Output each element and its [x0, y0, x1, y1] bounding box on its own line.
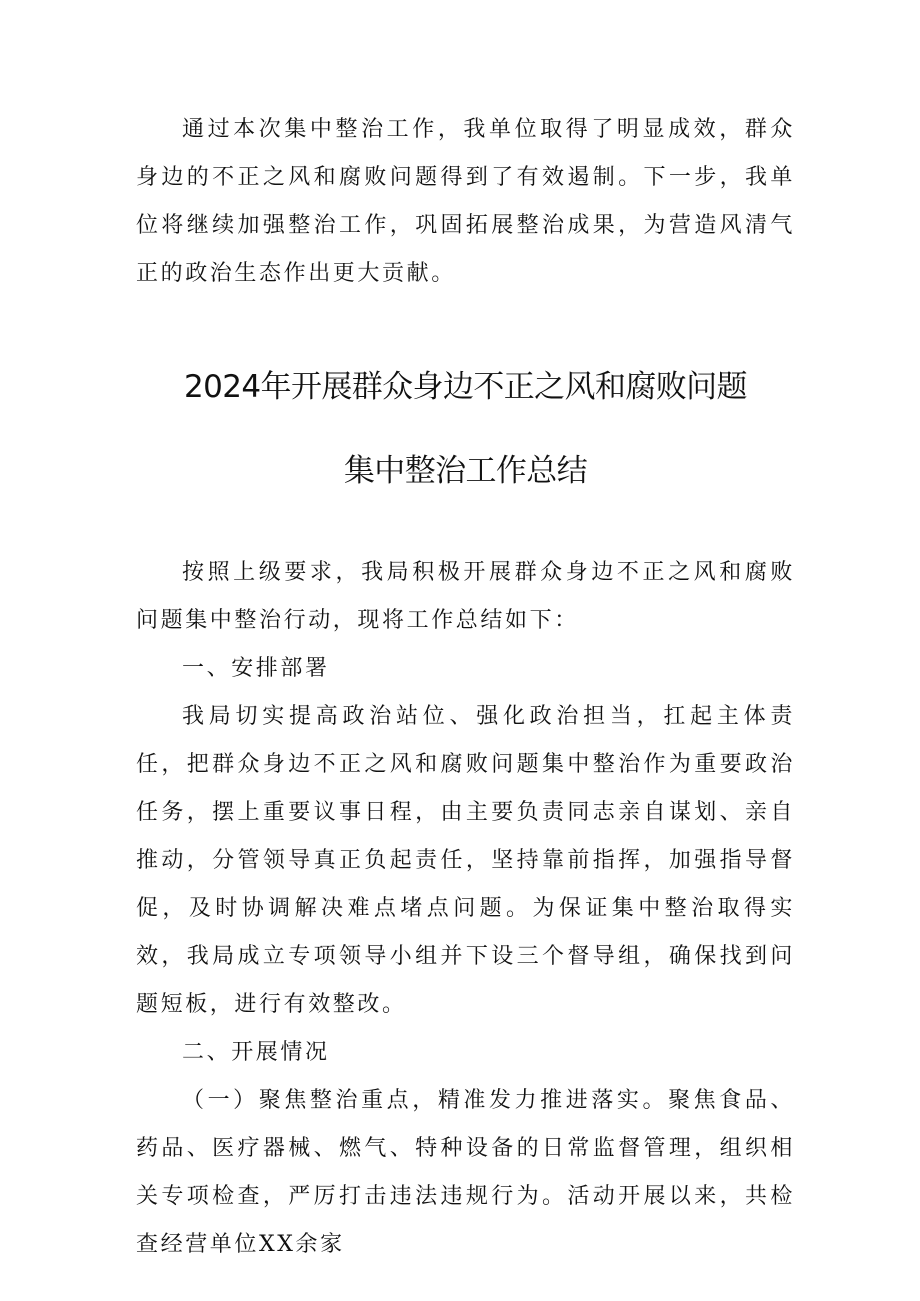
- title-line-2: 集中整治工作总结: [343, 453, 588, 489]
- section-heading-arrangement: 一、安排部署: [182, 656, 330, 681]
- section-heading-progress: 二、开展情况: [182, 1040, 330, 1065]
- intro-paragraph: 通过本次集中整治工作，我单位取得了明显成效，群众身边的不正之风和腐败问题得到了有效遏制。下一步，我单位将继续加强整治工作，巩固拓展整治成果，为营造风清气正的政治生态作出更大贡献。: [136, 117, 795, 286]
- section-paragraph-arrangement: 我局切实提高政治站位、强化政治担当，扛起主体责任，把群众身边不正之风和腐败问题集中整治作为重要政治任务，摆上重要议事日程，由主要负责同志亲自谋划、亲自推动，分管领导真正负起责任，坚持靠前指挥，加强指导督促，及时协调解决难点堵点问题。为保证集中整治取得实效，我局成立专项领导小组并下设三个督导组，确保找到问题短板，进行有效整改。: [136, 704, 795, 1017]
- section-paragraph-progress: （一）聚焦整治重点，精准发力推进落实。聚焦食品、药品、医疗器械、燃气、特种设备的日常监督管理，组织相关专项检查，严厉打击违法违规行为。活动开展以来，共检查经营单位XX余家: [136, 1088, 795, 1257]
- title-line-1: 2024年开展群众身边不正之风和腐败问题: [184, 369, 747, 405]
- opening-paragraph: 按照上级要求，我局积极开展群众身边不正之风和腐败问题集中整治行动，现将工作总结如下：: [136, 560, 795, 633]
- document-title: [106, 345, 825, 513]
